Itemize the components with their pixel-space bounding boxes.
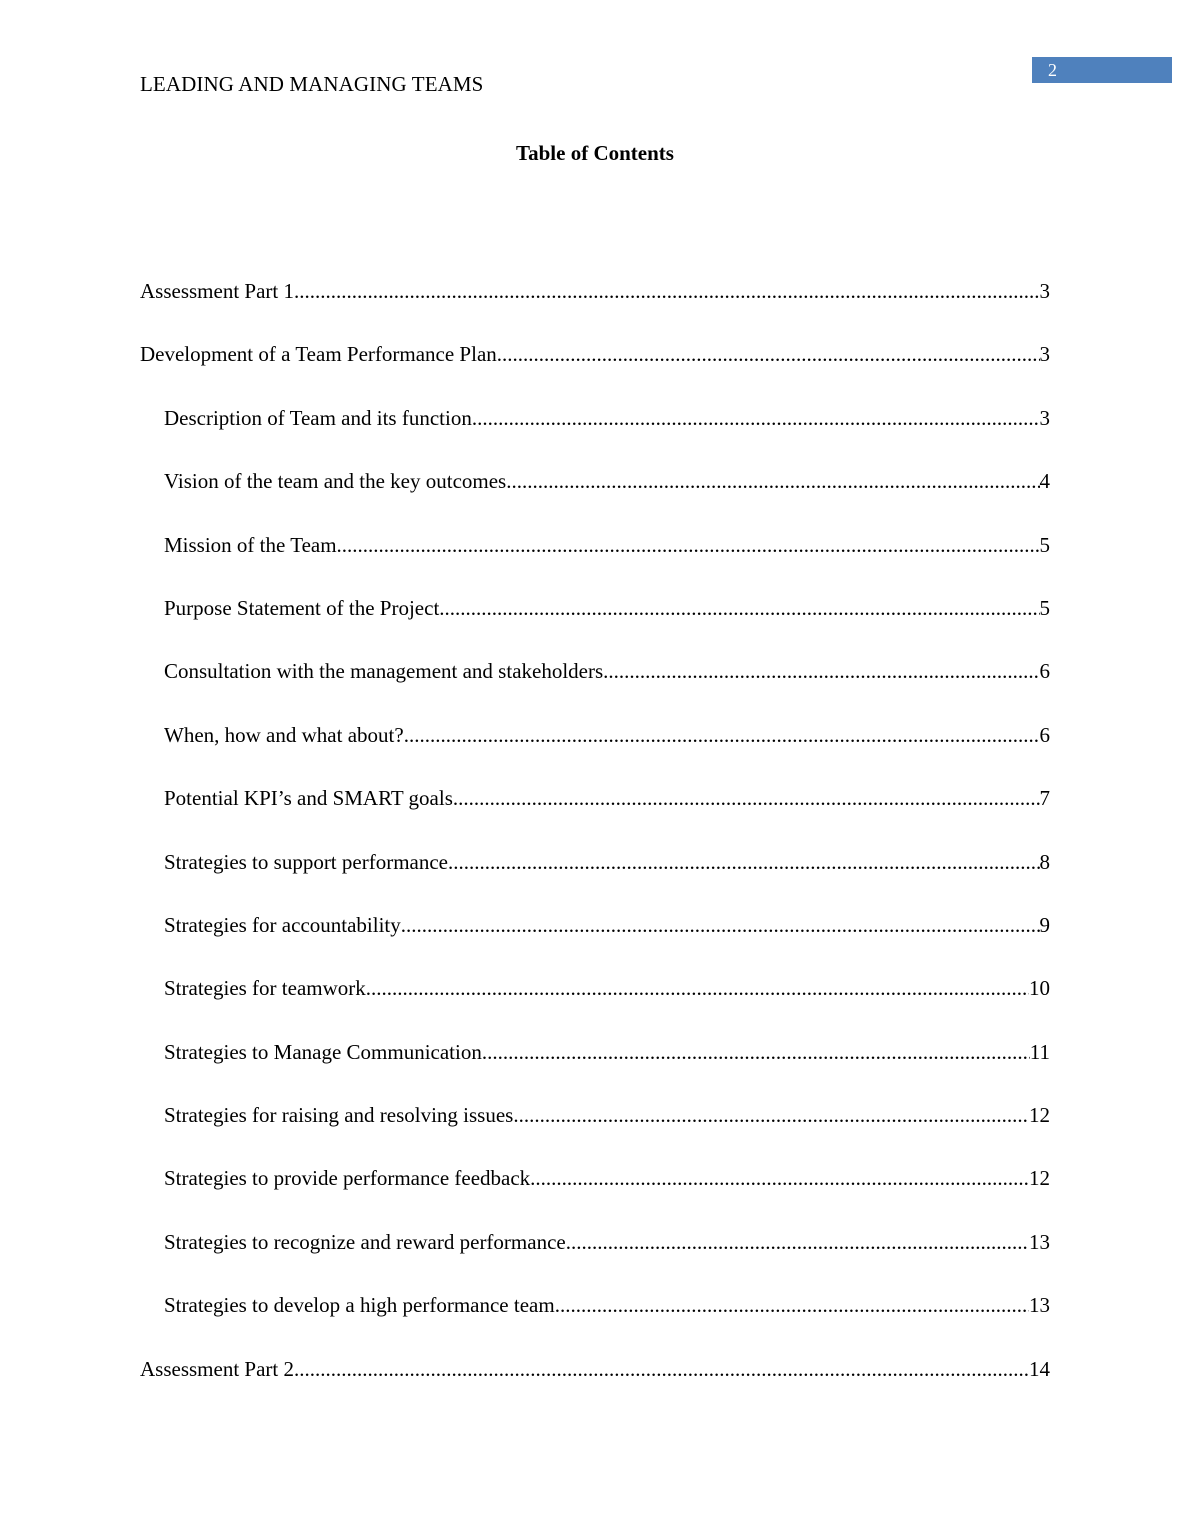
toc-entry[interactable] [140,1230,1050,1293]
page-number-badge [1032,57,1172,83]
toc-entry-label: Strategies to develop a high performance team [164,1293,555,1318]
toc-entry-label: Vision of the team and the key outcomes [164,469,507,494]
toc-entry-label: Strategies for raising and resolving issues [164,1103,514,1128]
toc-entry-page-number: 6 [1039,722,1050,747]
toc-dot-leader [337,533,1040,557]
toc-dot-leader [530,1166,1029,1190]
toc-entry-label: Mission of the Team [164,532,337,557]
toc-entry-label: Strategies for teamwork [164,976,366,1001]
toc-entry-label: Assessment Part 2 [140,1356,294,1381]
toc-entry-label: When, how and what about? [164,722,404,747]
toc-entry[interactable] [140,279,1050,342]
toc-entry-page-number: 12 [1029,1166,1050,1191]
toc-entry-label: Description of Team and its function [164,405,472,430]
toc-entry-page-number: 13 [1029,1293,1050,1318]
toc-entry-label: Strategies to Manage Communication [164,1039,482,1064]
toc-entry[interactable] [140,659,1050,722]
toc-entry[interactable] [140,1357,1050,1420]
toc-dot-leader [555,1293,1029,1317]
toc-dot-leader [603,659,1039,683]
toc-entry[interactable] [140,469,1050,532]
toc-entry-page-number: 10 [1029,976,1050,1001]
toc-entry-label: Consultation with the management and stakeholders [164,659,604,684]
toc-entry-page-number: 9 [1039,912,1050,937]
toc-entry[interactable] [140,1166,1050,1229]
toc-dot-leader [439,596,1039,620]
toc-entry[interactable] [140,1040,1050,1103]
toc-entry[interactable] [140,723,1050,786]
toc-dot-leader [506,469,1039,493]
running-head: LEADING AND MANAGING TEAMS [140,72,484,96]
toc-entry-label: Strategies for accountability [164,912,401,937]
toc-entry[interactable] [140,976,1050,1039]
toc-entry-page-number: 3 [1039,342,1050,367]
toc-dot-leader [401,913,1040,937]
toc-entry[interactable] [140,533,1050,596]
toc-entry-page-number: 11 [1029,1039,1050,1064]
toc-entry-page-number: 3 [1039,405,1050,430]
toc-entry-label: Strategies to provide performance feedback [164,1166,531,1191]
toc-entry-page-number: 6 [1039,659,1050,684]
toc-dot-leader [294,1357,1029,1381]
toc-entry-label: Assessment Part 1 [140,279,294,303]
toc-entry[interactable] [140,342,1050,405]
toc-entry[interactable] [140,786,1050,849]
toc-entry-page-number: 7 [1039,786,1050,811]
toc-entry-label: Strategies to support performance [164,849,448,874]
toc-dot-leader [453,786,1040,810]
toc-entry-label: Development of a Team Performance Plan [140,342,497,367]
table-of-contents [140,279,1050,1420]
toc-entry-page-number: 8 [1039,849,1050,874]
toc-entry-page-number: 5 [1039,532,1050,557]
toc-entry[interactable] [140,1293,1050,1356]
toc-entry-page-number: 14 [1029,1356,1050,1381]
toc-entry-label: Strategies to recognize and reward performance [164,1229,566,1254]
toc-dot-leader [513,1103,1029,1127]
toc-entry-page-number: 4 [1039,469,1050,494]
toc-dot-leader [472,406,1040,430]
toc-dot-leader [404,723,1040,747]
toc-entry[interactable] [140,913,1050,976]
toc-entry[interactable] [140,596,1050,659]
toc-entry-page-number: 5 [1039,595,1050,620]
toc-entry[interactable] [140,850,1050,913]
toc-entry-label: Purpose Statement of the Project [164,595,440,620]
page-number: 2 [1048,60,1057,80]
toc-entry-label: Potential KPI’s and SMART goals [164,786,453,811]
toc-entry[interactable] [140,1103,1050,1166]
toc-dot-leader [366,976,1029,1000]
toc-entry-page-number: 13 [1029,1229,1050,1254]
toc-dot-leader [448,850,1040,874]
toc-entry-page-number: 12 [1029,1103,1050,1128]
toc-entry-page-number: 3 [1039,279,1050,303]
toc-dot-leader [482,1040,1030,1064]
toc-dot-leader [294,279,1040,303]
toc-entry[interactable] [140,406,1050,469]
toc-dot-leader [566,1230,1029,1254]
toc-dot-leader [497,342,1040,366]
toc-title: Table of Contents [516,141,674,165]
